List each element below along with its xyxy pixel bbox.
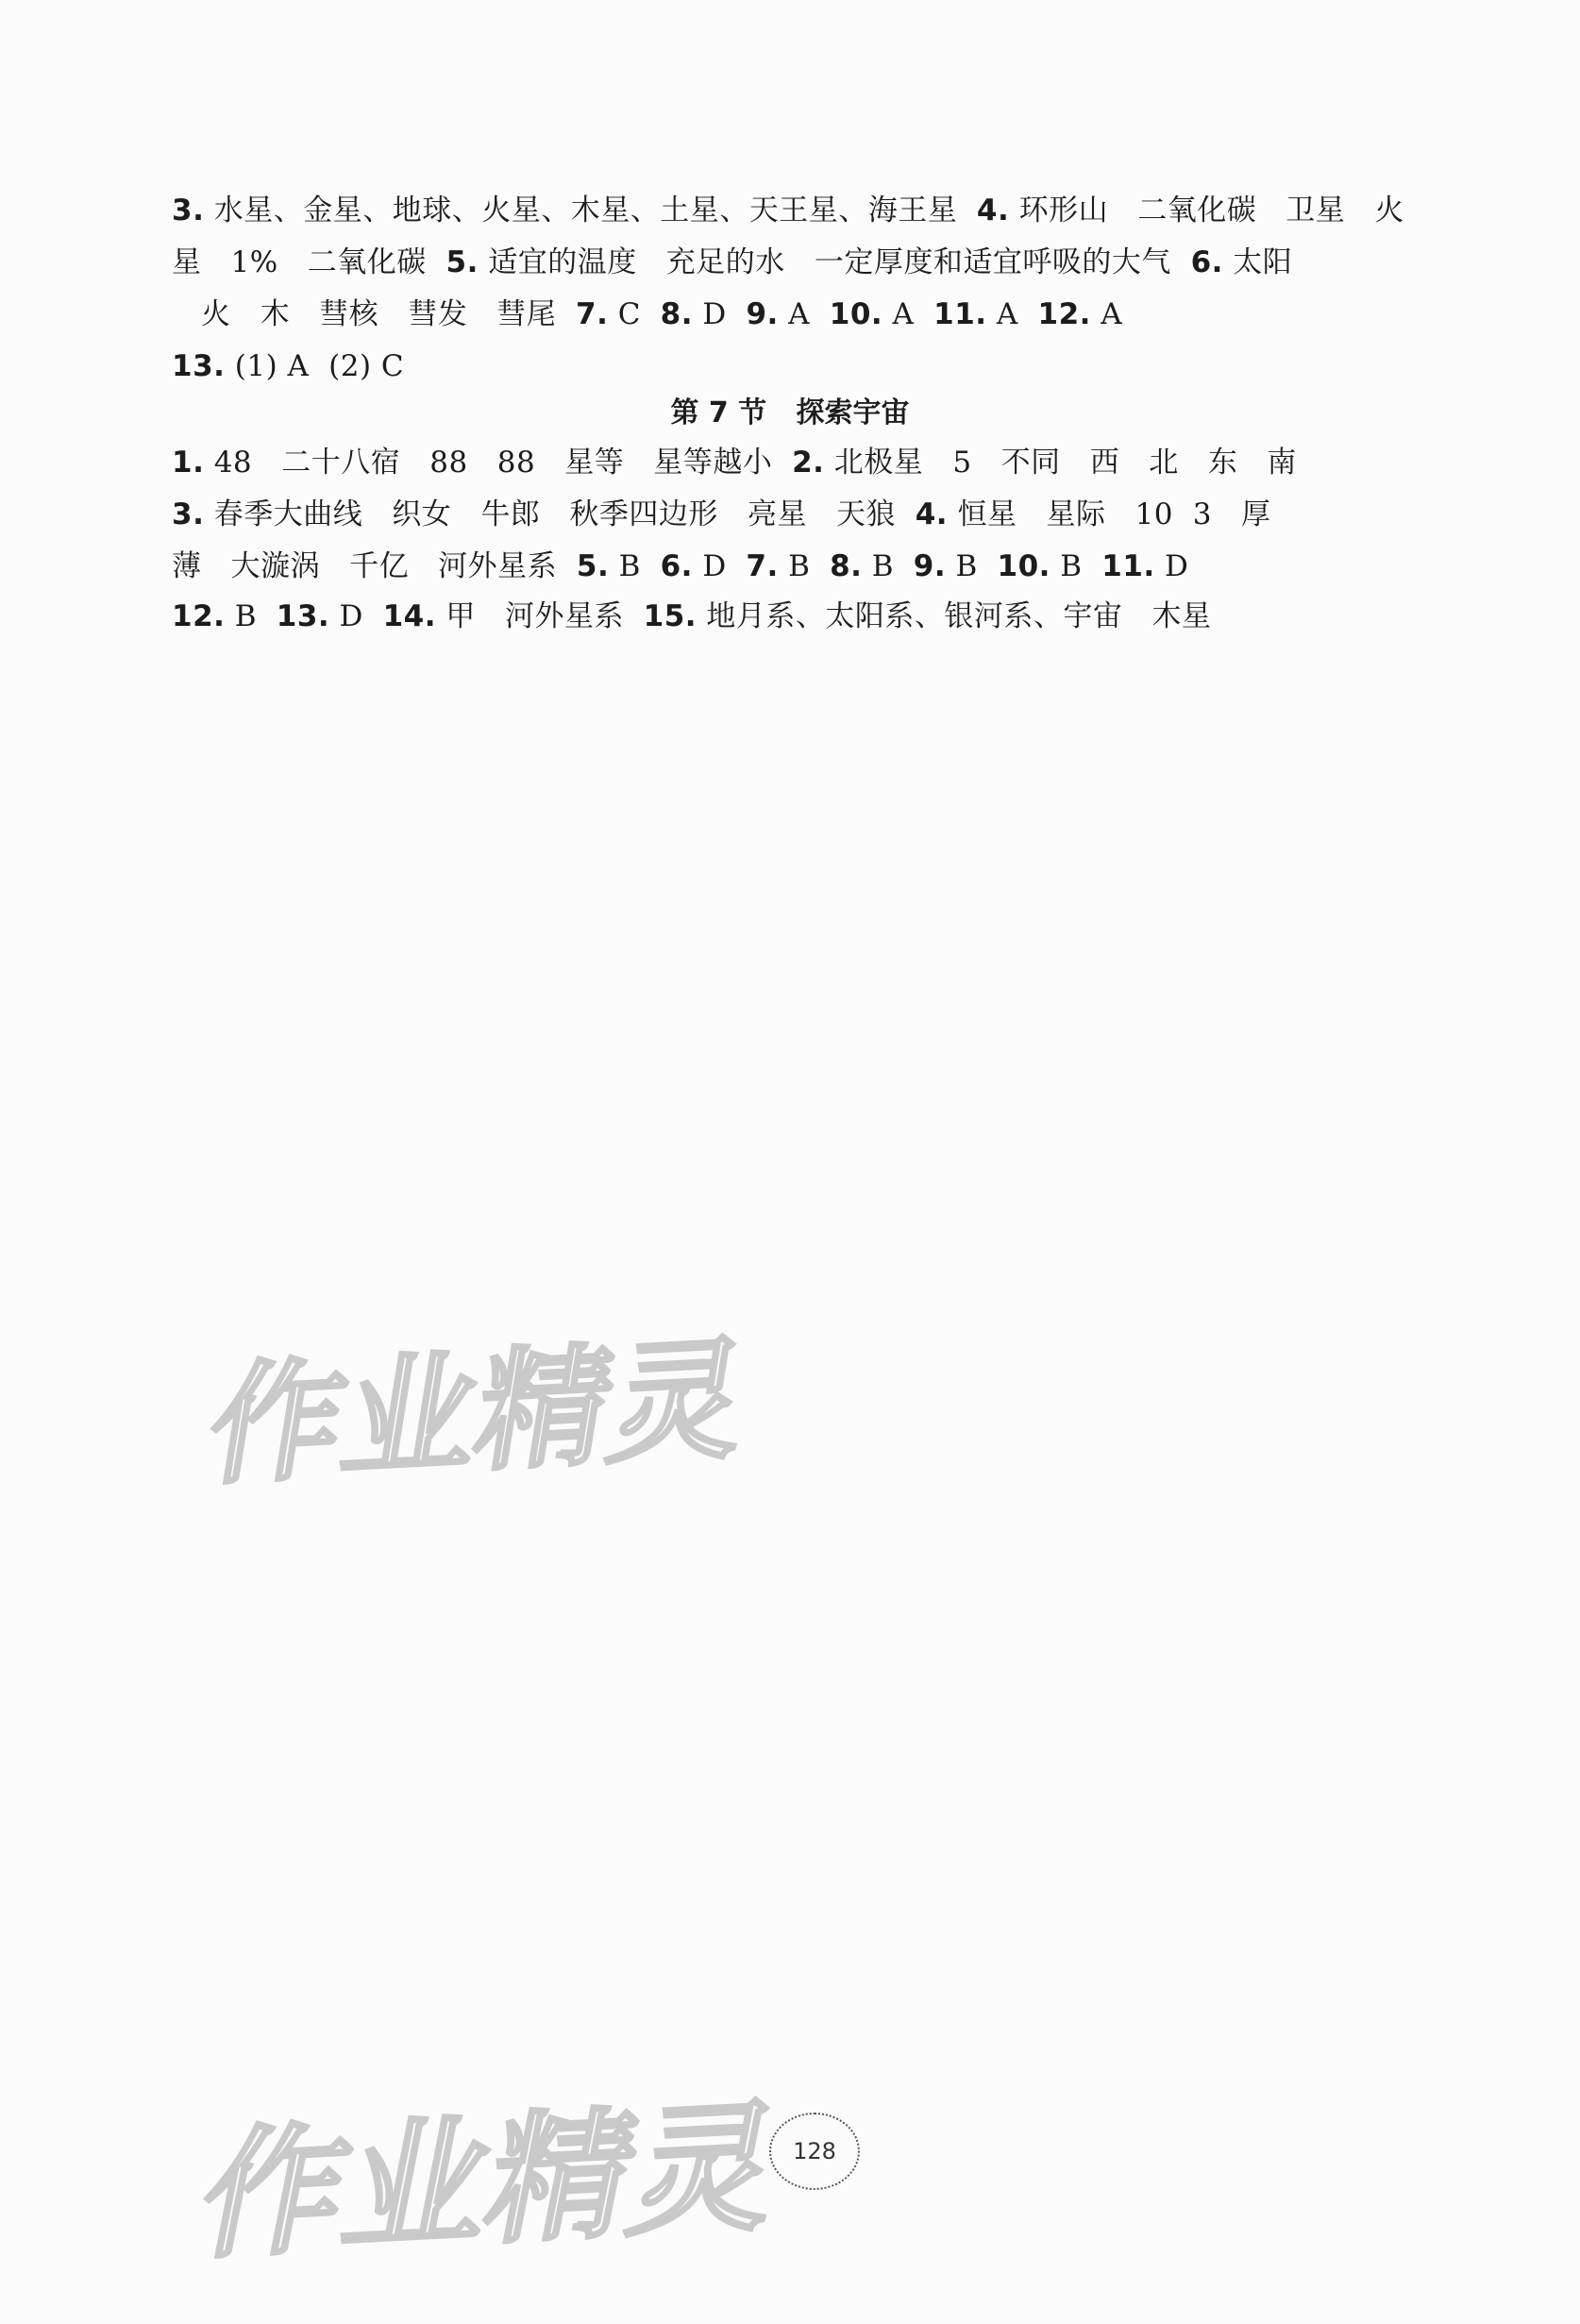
answer-text: 水星、金星、地球、火星、木星、土星、天王星、海王星: [204, 194, 977, 227]
section-title: 第 7 节 探索宇宙: [670, 396, 910, 429]
answer-text: D: [329, 599, 383, 633]
answer-text: B: [609, 549, 661, 583]
answer-text: 星 1% 二氧化碳: [172, 245, 446, 279]
answer-text: 环形山 二氧化碳 卫星 火: [1009, 194, 1404, 227]
question-number: 4.: [976, 194, 1010, 227]
question-number: 8.: [660, 297, 694, 331]
answer-text: 甲 河外星系: [436, 599, 644, 633]
question-number: 3.: [172, 194, 205, 227]
question-number: 13.: [172, 349, 226, 383]
question-number: 5.: [445, 245, 479, 279]
watermark-logo: 作业精灵: [198, 1322, 757, 1505]
question-number: 9.: [746, 297, 779, 331]
answer-text: A: [986, 297, 1038, 331]
answer-line: [172, 192, 1404, 229]
answer-text: 适宜的温度 充足的水 一定厚度和适宜呼吸的大气: [478, 245, 1191, 279]
question-number: 6.: [1190, 245, 1223, 279]
answer-line: [172, 547, 1188, 585]
answer-line: [172, 496, 1271, 533]
answer-text: D: [1154, 549, 1189, 583]
answer-text: (1) A (2) C: [225, 349, 405, 383]
answer-text: A: [778, 297, 830, 331]
question-number: 7.: [576, 297, 609, 331]
answer-text: B: [225, 599, 277, 633]
question-number: 15.: [643, 599, 698, 633]
answer-text: D: [692, 549, 747, 583]
question-number: 4.: [915, 497, 949, 531]
question-number: 11.: [1101, 549, 1155, 583]
question-number: 3.: [172, 497, 205, 531]
answer-text: 48 二十八宿 88 88 星等 星等越小: [204, 446, 793, 480]
answer-text: 火 木 彗核 彗发 彗尾: [172, 297, 577, 331]
answer-text: 恒星 星际 10 3 厚: [948, 497, 1271, 531]
answer-text: B: [1050, 549, 1102, 583]
question-number: 10.: [829, 297, 883, 331]
answer-text: 地月系、太阳系、银河系、宇宙 木星: [697, 599, 1212, 633]
answer-text: B: [778, 549, 831, 583]
answer-text: A: [1090, 297, 1123, 331]
page-number: 128: [769, 2113, 860, 2190]
answer-line: [172, 444, 1297, 481]
question-number: 14.: [382, 599, 437, 633]
answer-line: [172, 244, 1292, 281]
question-number: 12.: [172, 599, 226, 633]
answer-text: B: [946, 549, 998, 583]
answer-line: [172, 598, 1212, 635]
question-number: 9.: [913, 549, 947, 583]
answer-line: [172, 295, 1122, 333]
answer-text: 春季大曲线 织女 牛郎 秋季四边形 亮星 天狼: [204, 497, 916, 531]
answer-text: 薄 大漩涡 千亿 河外星系: [172, 549, 577, 583]
question-number: 6.: [660, 549, 693, 583]
question-number: 5.: [576, 549, 610, 583]
answer-text: B: [862, 549, 914, 583]
question-number: 8.: [830, 549, 863, 583]
answer-text: 太阳: [1222, 245, 1293, 279]
question-number: 13.: [276, 599, 330, 633]
question-number: 1.: [172, 446, 205, 480]
answer-text: C: [608, 297, 661, 331]
question-number: 11.: [933, 297, 987, 331]
answer-line: [172, 347, 404, 385]
watermark-logo: 作业精灵: [187, 2085, 793, 2280]
question-number: 12.: [1037, 297, 1091, 331]
answer-text: 北极星 5 不同 西 北 东 南: [824, 446, 1297, 480]
answer-text: D: [693, 297, 747, 331]
answer-text: A: [882, 297, 934, 331]
question-number: 7.: [746, 549, 779, 583]
question-number: 2.: [792, 446, 825, 480]
question-number: 10.: [997, 549, 1051, 583]
